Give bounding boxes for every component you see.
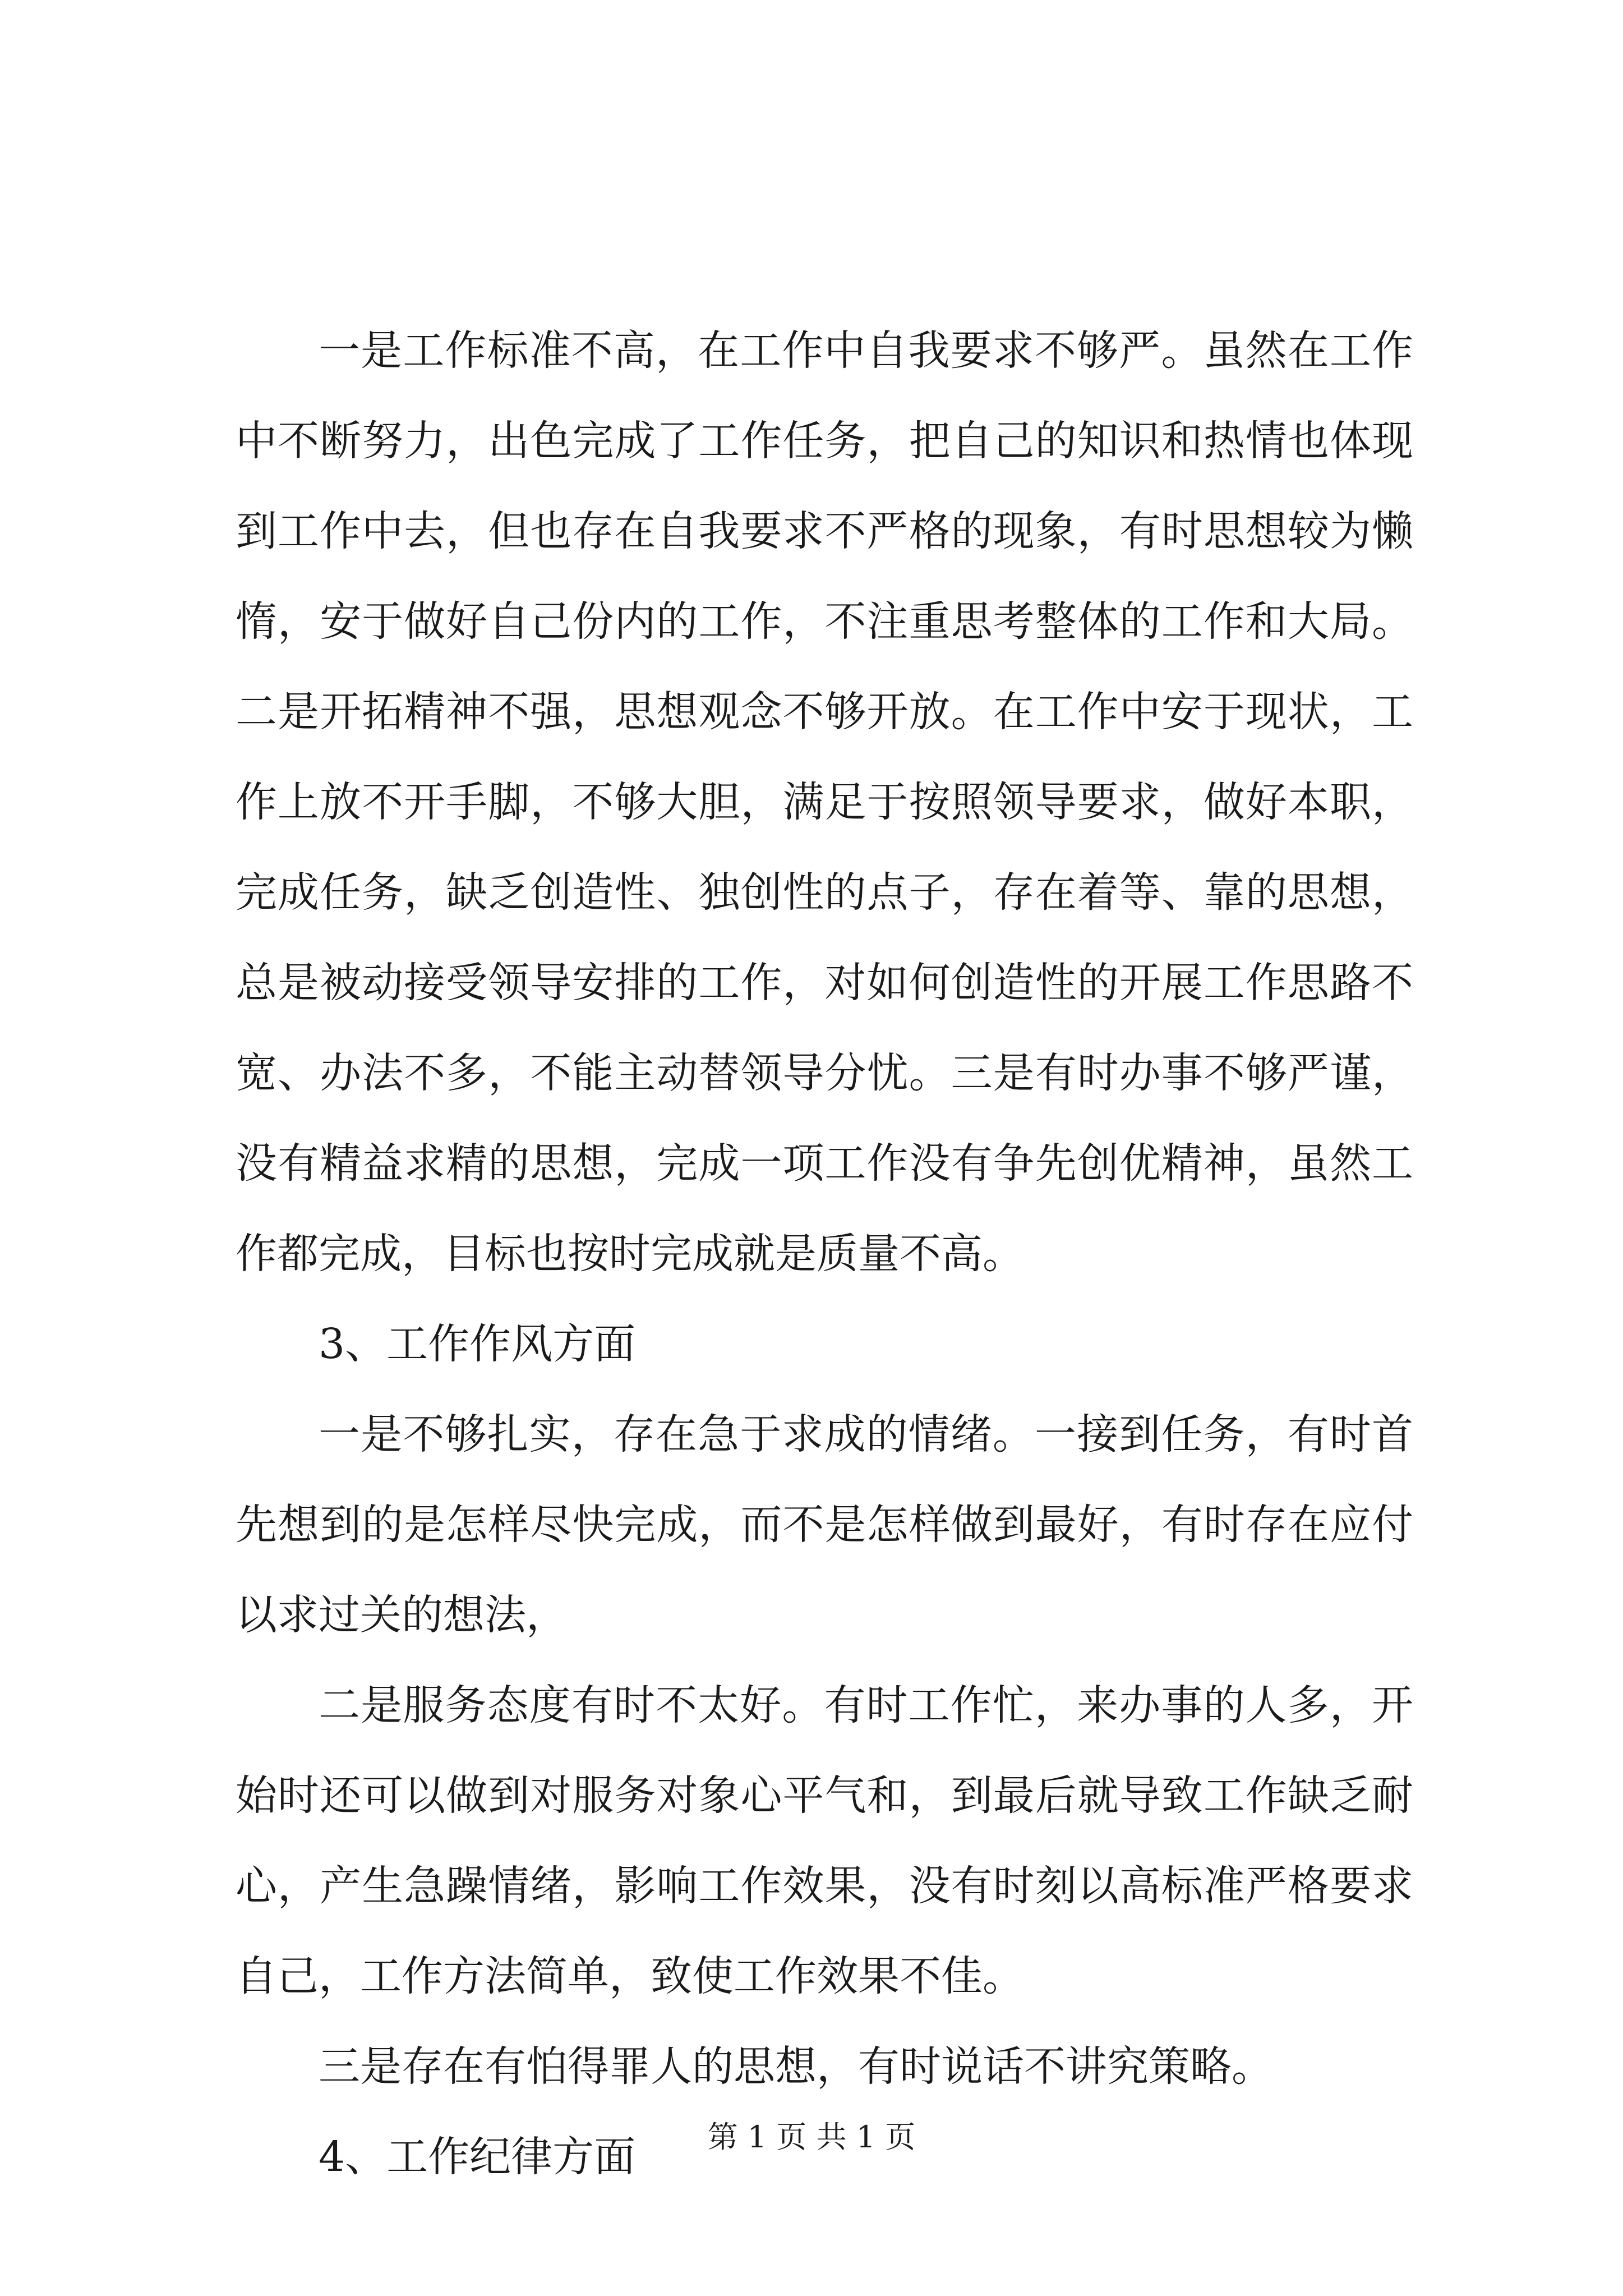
text-line: 惰，安于做好自己份内的工作，不注重思考整体的工作和大局。 <box>236 597 1413 646</box>
text-line: 作都完成，目标也按时完成就是质量不高。 <box>236 1230 1024 1278</box>
text-line: 宽、办法不多，不能主动替领导分忧。三是有时办事不够严谨， <box>236 1049 1413 1097</box>
text-line: 始时还可以做到对服务对象心平气和，到最后就导致工作缺乏耐 <box>236 1772 1413 1820</box>
section-heading: 4、工作纪律方面 <box>319 2133 636 2181</box>
text-line: 一是工作标准不高，在工作中自我要求不够严。虽然在工作 <box>319 326 1413 375</box>
text-line: 二是开拓精神不强，思想观念不够开放。在工作中安于现状，工 <box>236 688 1413 736</box>
text-line: 一是不够扎实，存在急于求成的情绪。一接到任务，有时首 <box>319 1410 1413 1458</box>
page-footer: 第 1 页 共 1 页 <box>707 2119 916 2155</box>
text-line: 二是服务态度有时不太好。有时工作忙，来办事的人多，开 <box>319 1681 1413 1729</box>
text-line: 三是存在有怕得罪人的思想，有时说话不讲究策略。 <box>319 2042 1273 2091</box>
text-line: 自己，工作方法简单，致使工作效果不佳。 <box>236 1952 1024 2000</box>
text-line: 总是被动接受领导安排的工作，对如何创造性的开展工作思路不 <box>236 959 1413 1007</box>
text-line: 心，产生急躁情绪，影响工作效果，没有时刻以高标准严格要求 <box>236 1862 1413 1910</box>
text-line: 中不断努力，出色完成了工作任务，把自己的知识和热情也体现 <box>236 417 1413 465</box>
text-line: 先想到的是怎样尽快完成，而不是怎样做到最好，有时存在应付 <box>236 1501 1413 1549</box>
text-line: 作上放不开手脚，不够大胆，满足于按照领导要求，做好本职， <box>236 778 1413 826</box>
section-heading: 3、工作作风方面 <box>319 1320 636 1368</box>
document-body <box>236 306 1413 2202</box>
text-line: 以求过关的想法， <box>236 1591 568 1639</box>
text-line: 没有精益求精的思想，完成一项工作没有争先创优精神，虽然工 <box>236 1139 1413 1188</box>
text-line: 完成任务，缺乏创造性、独创性的点子，存在着等、靠的思想， <box>236 868 1413 917</box>
text-line: 到工作中去，但也存在自我要求不严格的现象，有时思想较为懒 <box>236 507 1413 555</box>
